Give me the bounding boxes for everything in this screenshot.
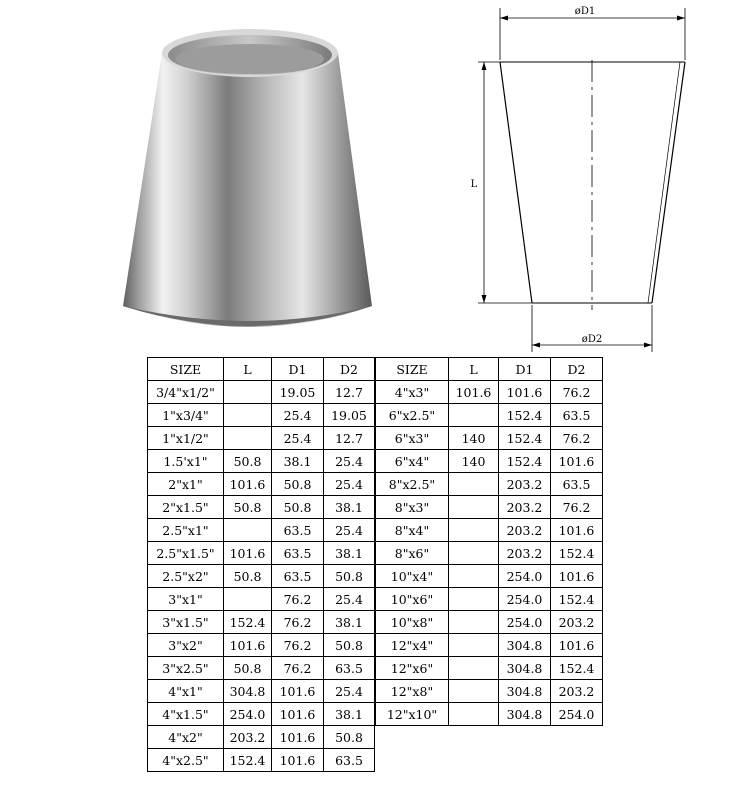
length-cell: 50.8 — [224, 657, 272, 680]
length-cell — [449, 611, 499, 634]
size-table-left — [147, 357, 375, 772]
size-cell: 6"x4" — [376, 450, 449, 473]
d1-cell: 76.2 — [272, 588, 324, 611]
length-cell — [449, 473, 499, 496]
d2-cell: 101.6 — [551, 565, 603, 588]
d1-cell: 76.2 — [272, 611, 324, 634]
d2-cell: 101.6 — [551, 634, 603, 657]
length-cell — [449, 634, 499, 657]
table-row — [148, 519, 375, 542]
d1-cell: 101.6 — [272, 726, 324, 749]
size-cell: 6"x3" — [376, 427, 449, 450]
d2-cell: 50.8 — [324, 634, 375, 657]
size-cell: 3"x2" — [148, 634, 224, 657]
size-cell: 2.5"x1.5" — [148, 542, 224, 565]
length-cell — [224, 427, 272, 450]
table-row — [148, 381, 375, 404]
table-row — [376, 657, 603, 680]
d2-cell: 152.4 — [551, 588, 603, 611]
table-row — [376, 703, 603, 726]
d1-cell: 254.0 — [499, 565, 551, 588]
d2-cell: 38.1 — [324, 542, 375, 565]
d2-cell: 25.4 — [324, 680, 375, 703]
size-cell: 8"x4" — [376, 519, 449, 542]
d2-cell: 203.2 — [551, 611, 603, 634]
length-cell — [449, 565, 499, 588]
size-cell: 10"x4" — [376, 565, 449, 588]
table-row — [376, 404, 603, 427]
size-cell: 2.5"x1" — [148, 519, 224, 542]
d1-cell: 203.2 — [499, 473, 551, 496]
d1-cell: 254.0 — [499, 588, 551, 611]
table-row — [148, 450, 375, 473]
d2-cell: 38.1 — [324, 496, 375, 519]
size-cell: 2.5"x2" — [148, 565, 224, 588]
length-cell: 50.8 — [224, 496, 272, 519]
d1-cell: 63.5 — [272, 519, 324, 542]
d2-cell: 203.2 — [551, 680, 603, 703]
table-row — [376, 496, 603, 519]
size-cell: 12"x4" — [376, 634, 449, 657]
d1-dimension-label: øD1 — [574, 6, 596, 17]
column-header-size: SIZE — [148, 358, 224, 381]
d1-cell: 50.8 — [272, 496, 324, 519]
length-cell: 203.2 — [224, 726, 272, 749]
table-row — [376, 634, 603, 657]
table-row — [376, 450, 603, 473]
length-cell: 101.6 — [224, 473, 272, 496]
d1-cell: 304.8 — [499, 657, 551, 680]
table-row — [148, 657, 375, 680]
d2-cell: 12.7 — [324, 381, 375, 404]
d2-cell: 38.1 — [324, 703, 375, 726]
size-cell: 6"x2.5" — [376, 404, 449, 427]
length-cell: 152.4 — [224, 611, 272, 634]
length-cell: 101.6 — [224, 634, 272, 657]
size-cell: 4"x3" — [376, 381, 449, 404]
d2-cell: 76.2 — [551, 381, 603, 404]
d1-cell: 203.2 — [499, 519, 551, 542]
d2-cell: 254.0 — [551, 703, 603, 726]
d2-cell: 152.4 — [551, 657, 603, 680]
length-cell: 50.8 — [224, 565, 272, 588]
length-cell — [449, 657, 499, 680]
length-cell — [449, 588, 499, 611]
length-cell — [224, 519, 272, 542]
size-cell: 4"x2" — [148, 726, 224, 749]
size-cell: 4"x2.5" — [148, 749, 224, 772]
table-row — [148, 680, 375, 703]
length-cell: 254.0 — [224, 703, 272, 726]
d2-cell: 63.5 — [324, 657, 375, 680]
reducer-drawing — [462, 0, 702, 358]
d1-cell: 304.8 — [499, 703, 551, 726]
length-cell: 140 — [449, 450, 499, 473]
d2-cell: 101.6 — [551, 519, 603, 542]
table-row — [376, 680, 603, 703]
length-cell — [449, 496, 499, 519]
column-header-d1: D1 — [499, 358, 551, 381]
table-row — [148, 496, 375, 519]
table-header-row — [148, 358, 375, 381]
size-cell: 3/4"x1/2" — [148, 381, 224, 404]
size-cell: 12"x6" — [376, 657, 449, 680]
table-row — [376, 519, 603, 542]
table-row — [148, 634, 375, 657]
table-row — [376, 565, 603, 588]
size-cell: 3"x1.5" — [148, 611, 224, 634]
size-cell: 8"x2.5" — [376, 473, 449, 496]
l-dimension-label: L — [470, 179, 478, 190]
table-row — [148, 611, 375, 634]
d1-cell: 38.1 — [272, 450, 324, 473]
length-cell — [449, 680, 499, 703]
d1-cell: 101.6 — [499, 381, 551, 404]
length-cell — [449, 542, 499, 565]
table-row — [376, 588, 603, 611]
size-cell: 3"x2.5" — [148, 657, 224, 680]
d2-cell: 25.4 — [324, 519, 375, 542]
d1-cell: 19.05 — [272, 381, 324, 404]
length-cell: 304.8 — [224, 680, 272, 703]
d1-cell: 304.8 — [499, 680, 551, 703]
d2-cell: 63.5 — [551, 473, 603, 496]
d2-cell: 101.6 — [551, 450, 603, 473]
d2-cell: 25.4 — [324, 450, 375, 473]
d1-cell: 50.8 — [272, 473, 324, 496]
table-row — [376, 381, 603, 404]
d2-cell: 76.2 — [551, 496, 603, 519]
d2-cell: 38.1 — [324, 611, 375, 634]
size-cell: 8"x3" — [376, 496, 449, 519]
d1-cell: 76.2 — [272, 634, 324, 657]
size-cell: 4"x1.5" — [148, 703, 224, 726]
size-cell: 1"x3/4" — [148, 404, 224, 427]
d1-cell: 101.6 — [272, 703, 324, 726]
length-cell — [224, 404, 272, 427]
d1-cell: 254.0 — [499, 611, 551, 634]
table-row — [376, 611, 603, 634]
table-row — [376, 427, 603, 450]
column-header-l: L — [449, 358, 499, 381]
length-cell: 140 — [449, 427, 499, 450]
column-header-d2: D2 — [324, 358, 375, 381]
d1-cell: 203.2 — [499, 542, 551, 565]
d1-cell: 304.8 — [499, 634, 551, 657]
d1-cell: 101.6 — [272, 680, 324, 703]
d2-cell: 12.7 — [324, 427, 375, 450]
length-cell — [449, 404, 499, 427]
d2-cell: 19.05 — [324, 404, 375, 427]
length-cell: 50.8 — [224, 450, 272, 473]
length-cell — [449, 519, 499, 542]
d2-cell: 76.2 — [551, 427, 603, 450]
d1-cell: 203.2 — [499, 496, 551, 519]
size-cell: 2"x1" — [148, 473, 224, 496]
d2-cell: 25.4 — [324, 588, 375, 611]
d1-cell: 63.5 — [272, 565, 324, 588]
d1-cell: 25.4 — [272, 427, 324, 450]
size-cell: 10"x6" — [376, 588, 449, 611]
d2-cell: 63.5 — [551, 404, 603, 427]
size-table-right — [375, 357, 603, 726]
table-row — [148, 542, 375, 565]
table-row — [376, 473, 603, 496]
d1-cell: 101.6 — [272, 749, 324, 772]
d2-cell: 63.5 — [324, 749, 375, 772]
length-cell — [224, 381, 272, 404]
length-cell: 101.6 — [449, 381, 499, 404]
length-cell: 101.6 — [224, 542, 272, 565]
length-cell — [224, 588, 272, 611]
length-cell: 152.4 — [224, 749, 272, 772]
size-cell: 1"x1/2" — [148, 427, 224, 450]
size-cell: 12"x10" — [376, 703, 449, 726]
column-header-size: SIZE — [376, 358, 449, 381]
length-cell — [449, 703, 499, 726]
size-cell: 1.5'x1" — [148, 450, 224, 473]
d2-cell: 50.8 — [324, 565, 375, 588]
size-cell: 10"x8" — [376, 611, 449, 634]
table-row — [148, 726, 375, 749]
size-cell: 8"x6" — [376, 542, 449, 565]
column-header-l: L — [224, 358, 272, 381]
table-row — [148, 427, 375, 450]
reducer-photo — [110, 8, 380, 333]
size-cell: 3"x1" — [148, 588, 224, 611]
table-row — [148, 749, 375, 772]
table-row — [376, 542, 603, 565]
table-row — [148, 703, 375, 726]
table-row — [148, 588, 375, 611]
d1-cell: 25.4 — [272, 404, 324, 427]
table-header-row — [376, 358, 603, 381]
d1-cell: 152.4 — [499, 450, 551, 473]
d2-cell: 152.4 — [551, 542, 603, 565]
column-header-d1: D1 — [272, 358, 324, 381]
size-cell: 2"x1.5" — [148, 496, 224, 519]
column-header-d2: D2 — [551, 358, 603, 381]
size-cell: 12"x8" — [376, 680, 449, 703]
table-row — [148, 473, 375, 496]
d2-dimension-label: øD2 — [581, 334, 603, 345]
d1-cell: 152.4 — [499, 404, 551, 427]
d1-cell: 76.2 — [272, 657, 324, 680]
d2-cell: 25.4 — [324, 473, 375, 496]
d1-cell: 152.4 — [499, 427, 551, 450]
size-cell: 4"x1" — [148, 680, 224, 703]
d2-cell: 50.8 — [324, 726, 375, 749]
d1-cell: 63.5 — [272, 542, 324, 565]
table-row — [148, 404, 375, 427]
table-row — [148, 565, 375, 588]
